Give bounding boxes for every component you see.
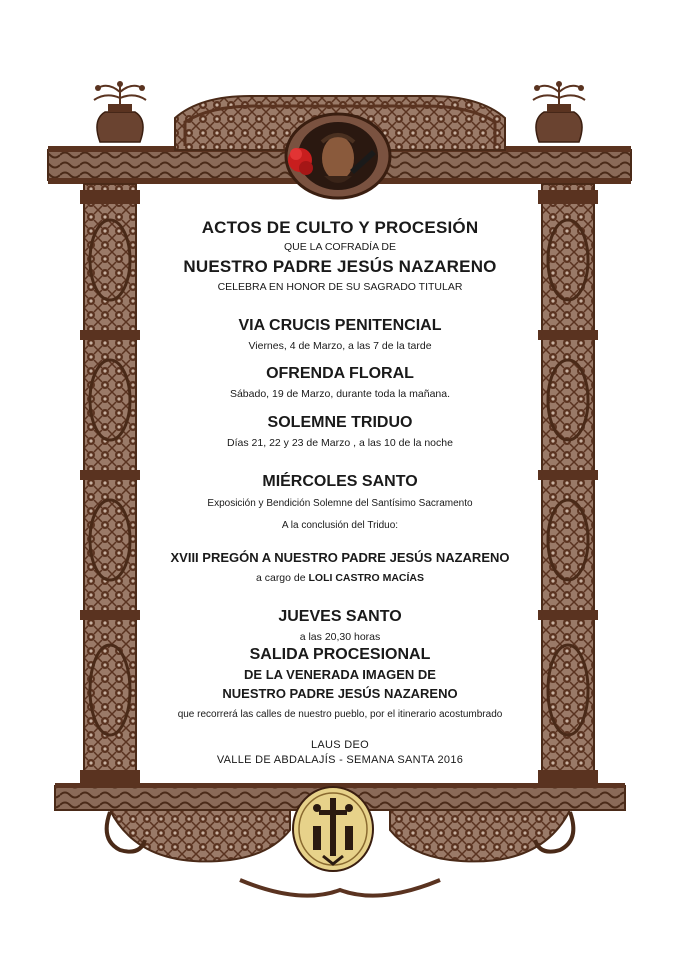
miercoles-title: MIÉRCOLES SANTO [262,473,418,490]
place-year: VALLE DE ABDALAJÍS - SEMANA SANTA 2016 [216,754,464,766]
venerada-text: DE LA VENERADA IMAGEN DE [244,667,436,682]
subtitle-text: CELEBRA EN HONOR DE SU SAGRADO TITULAR [217,281,463,293]
left-column [80,184,140,789]
ofrenda-detail: Sábado, 19 de Marzo, durante toda la mañana. [229,388,451,400]
intro-text: QUE LA COFRADÍA DE [283,241,397,253]
via-crucis-detail: Viernes, 4 de Marzo, a las 7 de la tarde [248,340,432,352]
jueves-title: JUEVES SANTO [278,608,402,625]
via-crucis-title: VIA CRUCIS PENITENCIAL [238,317,442,334]
laus-deo: LAUS DEO [310,739,370,751]
pregon-title: XVIII PREGÓN A NUESTRO PADRE JESÚS NAZARENO [170,550,510,565]
pregon-cargo [140,572,540,584]
ofrenda-title: OFRENDA FLORAL [266,365,414,382]
salida-title: SALIDA PROCESIONAL [249,646,431,663]
miercoles-detail: Exposición y Bendición Solemne del Santísimo Sacramento [207,498,473,509]
pregon-cargo-prefix: a cargo de [255,572,309,584]
left-urn [94,81,146,142]
miercoles-note: A la conclusión del Triduo: [281,520,399,531]
imagen-text: NUESTRO PADRE JESÚS NAZARENO [222,686,458,701]
main-title: ACTOS DE CULTO Y PROCESIÓN [201,218,479,237]
triduo-detail: Días 21, 22 y 23 de Marzo , a las 10 de la noche [227,437,453,449]
pregon-cargo-name: LOLI CASTRO MACÍAS [308,572,425,584]
right-urn [533,81,585,142]
jesus-nazareno-portrait-icon [278,110,398,202]
brotherhood-name: NUESTRO PADRE JESÚS NAZARENO [183,257,497,276]
brotherhood-shield-emblem-icon [291,786,375,872]
right-column [538,184,598,789]
triduo-title: SOLEMNE TRIDUO [267,414,413,431]
jueves-time: a las 20,30 horas [299,631,381,643]
content-area [140,210,540,770]
recorrido-text: que recorrerá las calles de nuestro pueblo, por el itinerario acostumbrado [177,709,503,720]
